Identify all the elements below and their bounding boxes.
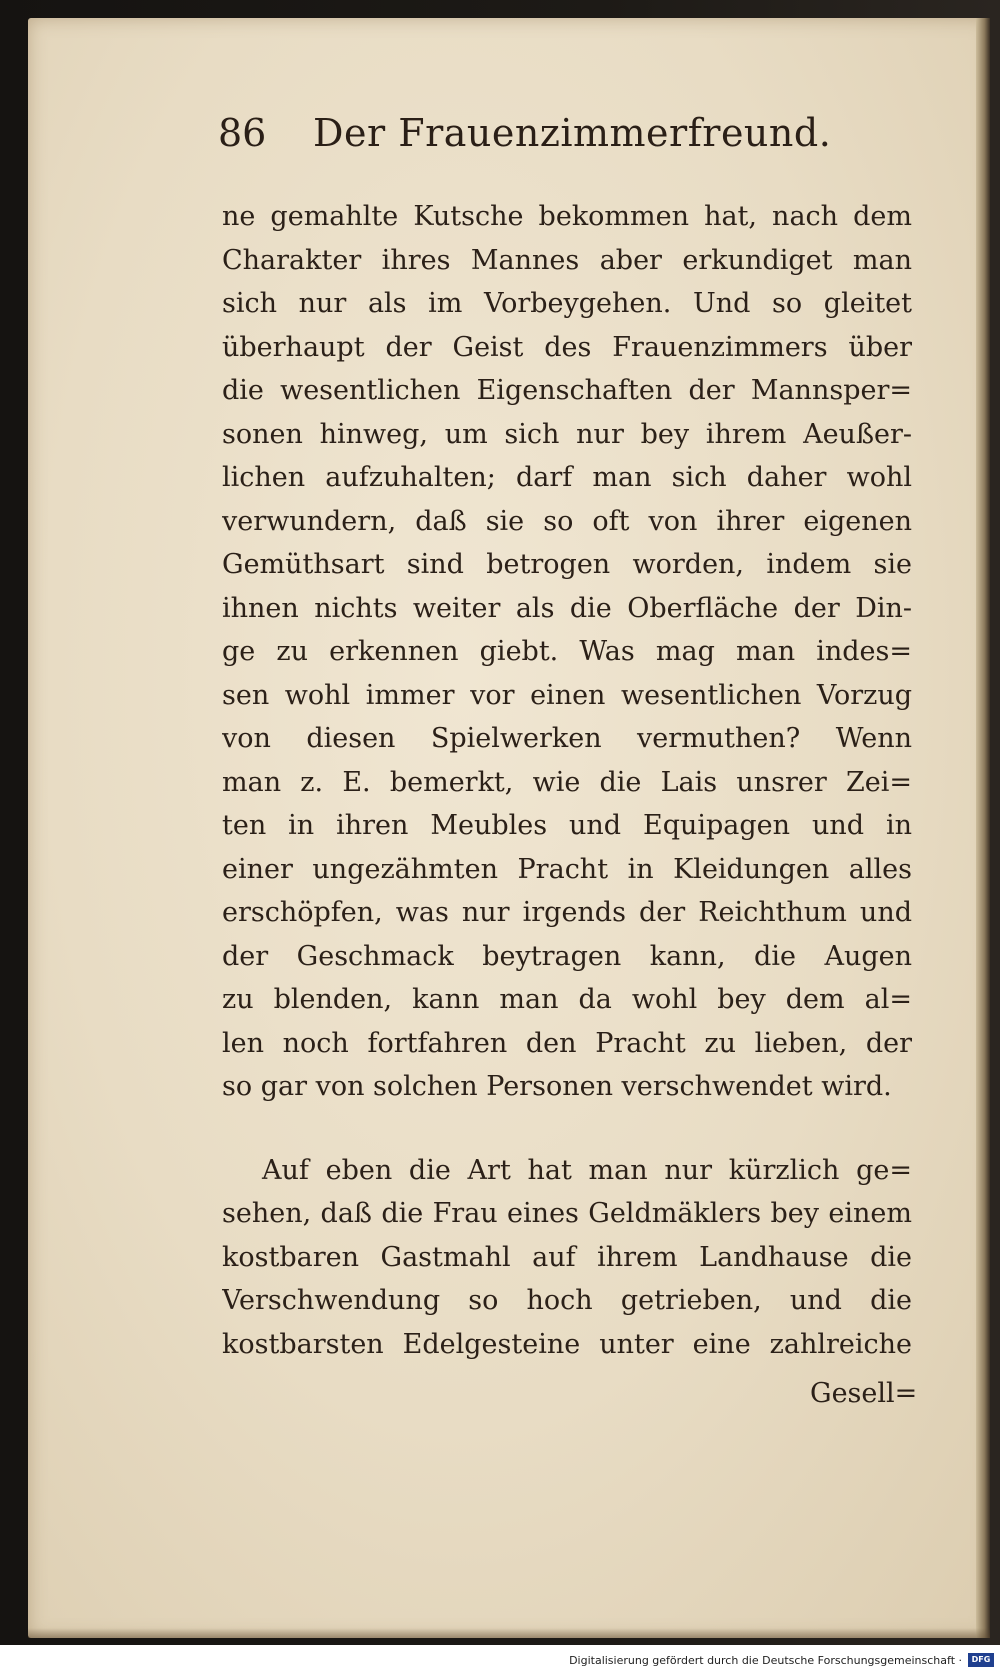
text-line: len noch fortfahren den Pracht zu lieben, der	[222, 1027, 912, 1059]
paragraph-gap	[222, 1109, 912, 1149]
text-line: sen wohl immer vor einen wesentlichen Vorzug	[222, 679, 912, 711]
paragraph-2	[222, 1149, 912, 1367]
catchword: Gesell=	[810, 1378, 918, 1409]
text-line: einer ungezähmten Pracht in Kleidungen alles	[222, 853, 912, 885]
text-line: ne gemahlte Kutsche bekommen hat, nach dem	[222, 201, 912, 232]
text-line: Charakter ihres Mannes aber erkundiget man	[222, 244, 912, 276]
text-line: von diesen Spielwerken vermuthen? Wenn	[222, 723, 912, 754]
text-line: Auf eben die Art hat man nur kürzlich ge=	[262, 1154, 912, 1186]
text-line: ihnen nichts weiter als die Oberfläche der Din-	[222, 592, 912, 624]
text-line: Verschwendung so hoch getrieben, und die	[222, 1285, 912, 1316]
body-text	[222, 195, 912, 1366]
text-line: so gar von solchen Personen verschwendet wird.	[222, 1071, 892, 1102]
text-line: sonen hinweg, um sich nur bey ihrem Aeußer-	[222, 418, 912, 450]
text-line: erschöpfen, was nur irgends der Reichthum und	[222, 897, 912, 928]
footer-bar	[0, 1645, 1000, 1677]
text-line: zu blenden, kann man da wohl bey dem al=	[222, 984, 912, 1015]
running-head	[218, 108, 832, 158]
text-line: die wesentlichen Eigenschaften der Mannsper=	[222, 375, 912, 406]
text-line: lichen aufzuhalten; darf man sich daher wohl	[222, 462, 912, 493]
page-number: 86	[218, 111, 267, 155]
text-line: man z. E. bemerkt, wie die Lais unsrer Zei=	[222, 766, 912, 798]
text-line: Gemüthsart sind betrogen worden, indem sie	[222, 549, 912, 580]
dfg-logo-icon: DFG	[968, 1653, 994, 1667]
paragraph-1	[222, 195, 912, 1109]
text-line: überhaupt der Geist des Frauenzimmers über	[222, 331, 912, 363]
page-shadow	[28, 1628, 990, 1638]
running-title: Der Frauenzimmerfreund.	[313, 111, 832, 155]
funding-credit: Digitalisierung gefördert durch die Deutsche Forschungsgemeinschaft ·	[569, 1654, 962, 1667]
text-line: ge zu erkennen giebt. Was mag man indes=	[222, 636, 912, 667]
text-line: kostbarsten Edelgesteine unter eine zahlreiche	[222, 1328, 912, 1360]
text-line: sehen, daß die Frau eines Geldmäklers bey einem	[222, 1198, 912, 1229]
text-line: sich nur als im Vorbeygehen. Und so gleitet	[222, 288, 912, 319]
text-line: ten in ihren Meubles und Equipagen und in	[222, 810, 912, 841]
page-edge	[976, 18, 990, 1638]
text-line: der Geschmack beytragen kann, die Augen	[222, 940, 912, 972]
text-line: verwundern, daß sie so oft von ihrer eigenen	[222, 505, 912, 537]
text-line: kostbaren Gastmahl auf ihrem Landhause die	[222, 1241, 912, 1273]
